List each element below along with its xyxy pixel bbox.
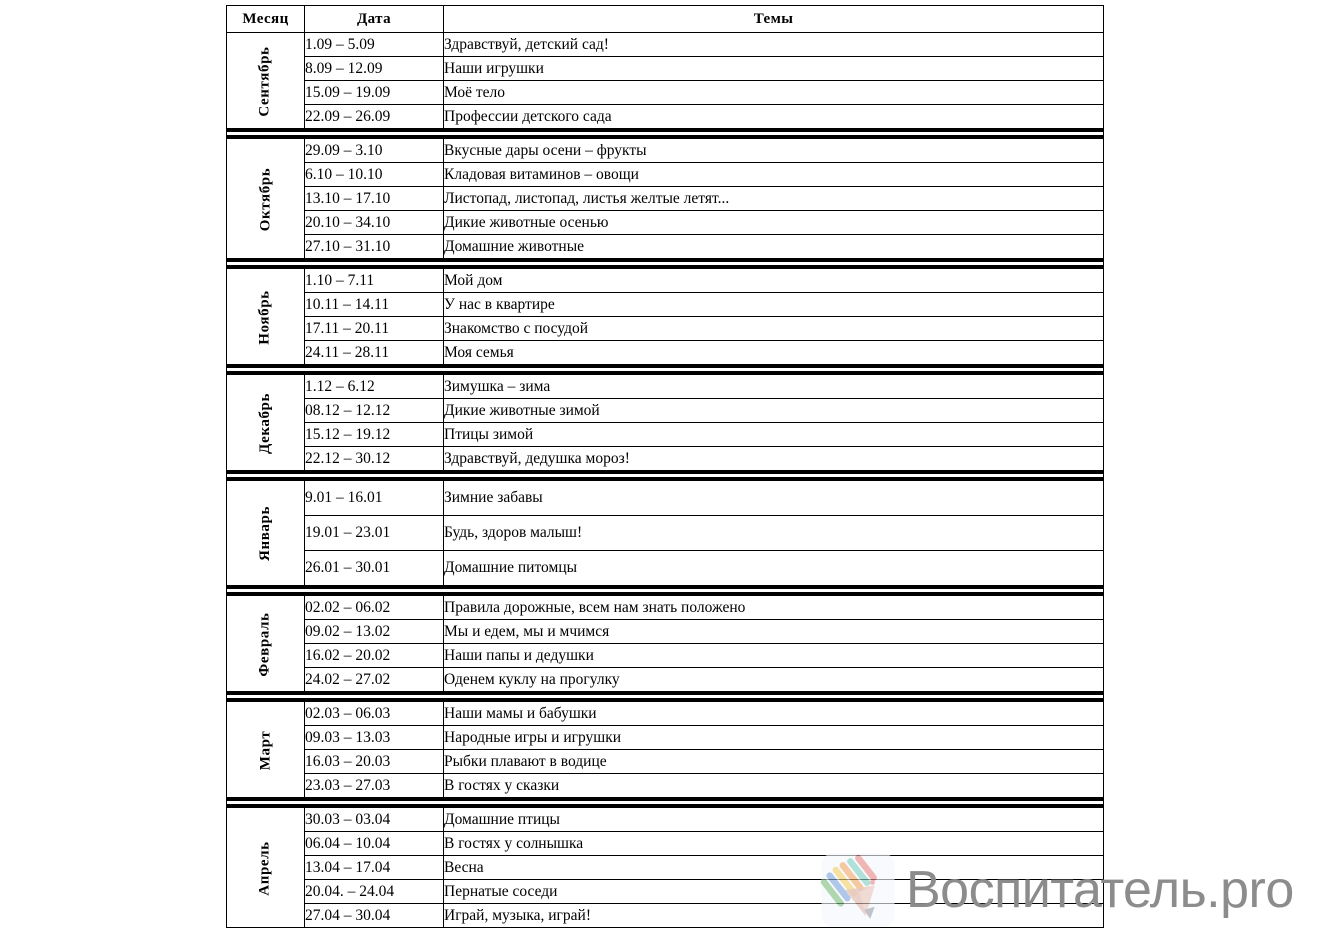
theme-cell: Рыбки плавают в водице (444, 750, 1104, 774)
separator-band (227, 259, 1103, 268)
table-header-row (227, 6, 1104, 33)
date-cell: 30.03 – 03.04 (305, 808, 444, 832)
month-group-separator-cell (227, 365, 1104, 375)
date-cell: 13.10 – 17.10 (305, 187, 444, 211)
theme-cell: Мы и едем, мы и мчимся (444, 620, 1104, 644)
month-group-separator-cell (227, 798, 1104, 808)
theme-cell: Народные игры и игрушки (444, 726, 1104, 750)
date-cell: 9.01 – 16.01 (305, 481, 444, 516)
month-label: Ноябрь (257, 289, 273, 345)
table-row (227, 269, 1104, 293)
column-header-month: Месяц (227, 6, 305, 33)
theme-cell: Зимние забавы (444, 481, 1104, 516)
month-cell (227, 702, 305, 798)
theme-cell: Здравствуй, дедушка мороз! (444, 447, 1104, 471)
table-row (227, 702, 1104, 726)
date-cell: 15.12 – 19.12 (305, 423, 444, 447)
watermark-text: Воспитатель.pro (906, 861, 1294, 919)
table-row (227, 139, 1104, 163)
table-body (227, 33, 1104, 928)
theme-cell: Мой дом (444, 269, 1104, 293)
table-row (227, 447, 1104, 471)
month-label: Апрель (257, 840, 273, 896)
date-cell: 19.01 – 23.01 (305, 516, 444, 551)
theme-cell: Вкусные дары осени – фрукты (444, 139, 1104, 163)
column-header-date: Дата (305, 6, 444, 33)
table-row (227, 832, 1104, 856)
date-cell: 1.12 – 6.12 (305, 375, 444, 399)
month-cell (227, 139, 305, 259)
date-cell: 17.11 – 20.11 (305, 317, 444, 341)
theme-cell: Здравствуй, детский сад! (444, 33, 1104, 57)
table-row (227, 750, 1104, 774)
date-cell: 24.11 – 28.11 (305, 341, 444, 365)
month-group-separator-cell (227, 471, 1104, 481)
month-label: Декабрь (257, 392, 273, 454)
theme-cell: Домашние птицы (444, 808, 1104, 832)
date-cell: 13.04 – 17.04 (305, 856, 444, 880)
date-cell: 22.09 – 26.09 (305, 105, 444, 129)
table-row (227, 481, 1104, 516)
month-label: Март (256, 730, 273, 770)
table-row (227, 904, 1104, 928)
theme-cell: Наши мамы и бабушки (444, 702, 1104, 726)
table-row (227, 644, 1104, 668)
theme-cell: Дикие животные осенью (444, 211, 1104, 235)
table-row (227, 774, 1104, 798)
theme-cell: Моё тело (444, 81, 1104, 105)
month-group-separator-cell (227, 129, 1104, 139)
theme-cell: Кладовая витаминов – овощи (444, 163, 1104, 187)
date-cell: 02.02 – 06.02 (305, 596, 444, 620)
separator-band (227, 692, 1103, 701)
table-row (227, 375, 1104, 399)
date-cell: 20.04. – 24.04 (305, 880, 444, 904)
table-row (227, 856, 1104, 880)
month-group-separator (227, 129, 1104, 139)
table-row (227, 423, 1104, 447)
theme-cell: У нас в квартире (444, 293, 1104, 317)
month-cell (227, 481, 305, 586)
table-row (227, 105, 1104, 129)
date-cell: 24.02 – 27.02 (305, 668, 444, 692)
month-cell (227, 808, 305, 928)
date-cell: 15.09 – 19.09 (305, 81, 444, 105)
month-group-separator (227, 365, 1104, 375)
date-cell: 22.12 – 30.12 (305, 447, 444, 471)
month-group-separator-cell (227, 692, 1104, 702)
theme-cell: Наши игрушки (444, 57, 1104, 81)
theme-cell: Зимушка – зима (444, 375, 1104, 399)
separator-band (227, 129, 1103, 138)
table-row (227, 57, 1104, 81)
separator-band (227, 586, 1103, 595)
table-row (227, 399, 1104, 423)
table-row (227, 235, 1104, 259)
theme-cell: В гостях у сказки (444, 774, 1104, 798)
table-row (227, 880, 1104, 904)
table-row (227, 620, 1104, 644)
month-label: Октябрь (256, 167, 273, 231)
date-cell: 06.04 – 10.04 (305, 832, 444, 856)
month-cell (227, 33, 305, 129)
theme-cell: Играй, музыка, играй! (444, 904, 1104, 928)
separator-band (227, 365, 1103, 374)
date-cell: 27.04 – 30.04 (305, 904, 444, 928)
theme-cell: Домашние животные (444, 235, 1104, 259)
date-cell: 09.02 – 13.02 (305, 620, 444, 644)
month-cell (227, 375, 305, 471)
theme-cell: Птицы зимой (444, 423, 1104, 447)
table-row (227, 341, 1104, 365)
table-row (227, 551, 1104, 586)
theme-cell: Будь, здоров малыш! (444, 516, 1104, 551)
theme-cell: Моя семья (444, 341, 1104, 365)
month-label: Сентябрь (257, 45, 273, 117)
date-cell: 20.10 – 34.10 (305, 211, 444, 235)
table-row (227, 33, 1104, 57)
month-group-separator-cell (227, 586, 1104, 596)
theme-cell: Домашние питомцы (444, 551, 1104, 586)
date-cell: 16.02 – 20.02 (305, 644, 444, 668)
month-cell (227, 596, 305, 692)
theme-cell: Пернатые соседи (444, 880, 1104, 904)
table-row (227, 516, 1104, 551)
date-cell: 23.03 – 27.03 (305, 774, 444, 798)
theme-cell: Весна (444, 856, 1104, 880)
theme-cell: Профессии детского сада (444, 105, 1104, 129)
table-row (227, 596, 1104, 620)
month-label: Январь (256, 506, 273, 561)
month-group-separator (227, 798, 1104, 808)
month-group-separator (227, 471, 1104, 481)
date-cell: 09.03 – 13.03 (305, 726, 444, 750)
month-group-separator (227, 586, 1104, 596)
theme-cell: В гостях у солнышка (444, 832, 1104, 856)
separator-band (227, 471, 1103, 480)
theme-cell: Знакомство с посудой (444, 317, 1104, 341)
date-cell: 26.01 – 30.01 (305, 551, 444, 586)
thematic-planning-table (226, 5, 1104, 928)
date-cell: 1.09 – 5.09 (305, 33, 444, 57)
table-row (227, 293, 1104, 317)
date-cell: 8.09 – 12.09 (305, 57, 444, 81)
month-group-separator-cell (227, 259, 1104, 269)
date-cell: 29.09 – 3.10 (305, 139, 444, 163)
date-cell: 1.10 – 7.11 (305, 269, 444, 293)
table-row (227, 163, 1104, 187)
theme-cell: Листопад, листопад, листья желтые летят... (444, 187, 1104, 211)
separator-band (227, 798, 1103, 807)
date-cell: 16.03 – 20.03 (305, 750, 444, 774)
table-row (227, 726, 1104, 750)
table-row (227, 317, 1104, 341)
table-row (227, 81, 1104, 105)
table-row (227, 187, 1104, 211)
date-cell: 02.03 – 06.03 (305, 702, 444, 726)
date-cell: 27.10 – 31.10 (305, 235, 444, 259)
theme-cell: Наши папы и дедушки (444, 644, 1104, 668)
theme-cell: Правила дорожные, всем нам знать положено (444, 596, 1104, 620)
table-row (227, 211, 1104, 235)
date-cell: 08.12 – 12.12 (305, 399, 444, 423)
table-row (227, 668, 1104, 692)
date-cell: 10.11 – 14.11 (305, 293, 444, 317)
month-group-separator (227, 259, 1104, 269)
month-cell (227, 269, 305, 365)
month-label: Февраль (256, 611, 273, 677)
month-group-separator (227, 692, 1104, 702)
theme-cell: Дикие животные зимой (444, 399, 1104, 423)
table-row (227, 808, 1104, 832)
theme-cell: Оденем куклу на прогулку (444, 668, 1104, 692)
column-header-theme: Темы (444, 6, 1104, 33)
date-cell: 6.10 – 10.10 (305, 163, 444, 187)
